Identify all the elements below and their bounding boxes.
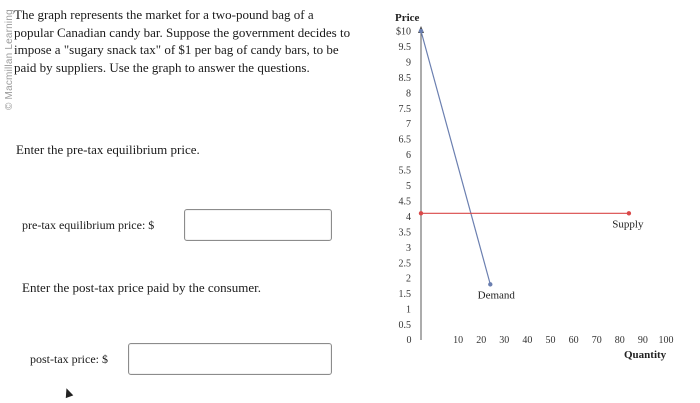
x-tick-label: 40	[522, 335, 533, 346]
y-tick-label: 9.5	[398, 41, 411, 53]
y-tick-label: 5.5	[398, 165, 411, 177]
x-tick-label: 0	[406, 335, 412, 346]
y-tick-label: 5	[406, 181, 411, 192]
market-graph	[356, 0, 700, 403]
supply-label: Supply	[612, 218, 644, 231]
question-posttax-price: Enter the post-tax price paid by the consumer.	[22, 280, 261, 295]
y-tick-label: 1	[406, 304, 411, 316]
mouse-cursor-icon	[63, 387, 74, 398]
y-tick-label: 2	[406, 273, 411, 285]
y-tick-label: 2.5	[398, 258, 411, 270]
chart-series	[419, 29, 644, 302]
question-pretax-price: Enter the pre-tax equilibrium price.	[16, 142, 200, 157]
demand-curve	[421, 31, 490, 284]
x-tick-label: 100	[658, 335, 674, 346]
y-tick-label: 1.5	[398, 289, 411, 301]
y-tick-label: 0.5	[398, 320, 411, 332]
posttax-price-label: post-tax price: $	[30, 352, 108, 366]
y-tick-labels	[396, 27, 411, 332]
x-tick-label: 70	[591, 335, 602, 346]
y-tick-label: 4	[406, 211, 411, 223]
y-tick-label: 9	[406, 57, 411, 69]
copyright-watermark: © Macmillan Learning	[4, 9, 15, 110]
demand-endpoint-icon	[419, 29, 423, 33]
chart-axes	[418, 26, 424, 340]
pretax-price-label: pre-tax equilibrium price: $	[22, 218, 155, 232]
x-tick-label: 30	[499, 335, 510, 346]
y-tick-label: 6	[406, 150, 411, 162]
supply-endpoint-icon	[627, 211, 631, 215]
x-tick-label: 50	[545, 335, 556, 346]
x-axis-label: Quantity	[624, 349, 667, 361]
y-tick-label: 7	[406, 119, 411, 131]
problem-description: The graph represents the market for a two-pound bag of a popular Canadian candy bar. Suppose the government decides to impose a "sugary snack tax" of $1 per bag of candy bars, to be paid by suppliers. Use the graph to answer the questions.	[14, 7, 351, 75]
y-tick-label: 3.5	[398, 227, 411, 239]
posttax-price-field[interactable]	[128, 343, 332, 375]
x-tick-label: 20	[476, 335, 487, 346]
x-tick-label: 10	[453, 335, 464, 346]
pretax-price-input[interactable]	[185, 210, 331, 240]
x-tick-label: 90	[637, 335, 648, 346]
demand-endpoint-icon	[488, 282, 492, 286]
y-tick-label: $10	[396, 26, 411, 38]
posttax-price-input[interactable]	[129, 344, 331, 374]
y-tick-label: 3	[406, 242, 411, 254]
y-tick-label: 8.5	[398, 72, 411, 84]
y-tick-label: 8	[406, 88, 411, 100]
y-tick-label: 4.5	[398, 196, 411, 208]
demand-label: Demand	[477, 289, 515, 302]
pretax-price-field[interactable]	[184, 209, 332, 241]
supply-endpoint-icon	[419, 211, 423, 215]
x-tick-labels	[407, 335, 674, 346]
x-tick-label: 60	[568, 335, 579, 346]
y-axis-label: Price	[395, 12, 420, 24]
y-tick-label: 7.5	[398, 103, 411, 115]
x-tick-label: 80	[614, 335, 625, 346]
y-tick-label: 6.5	[398, 134, 411, 146]
